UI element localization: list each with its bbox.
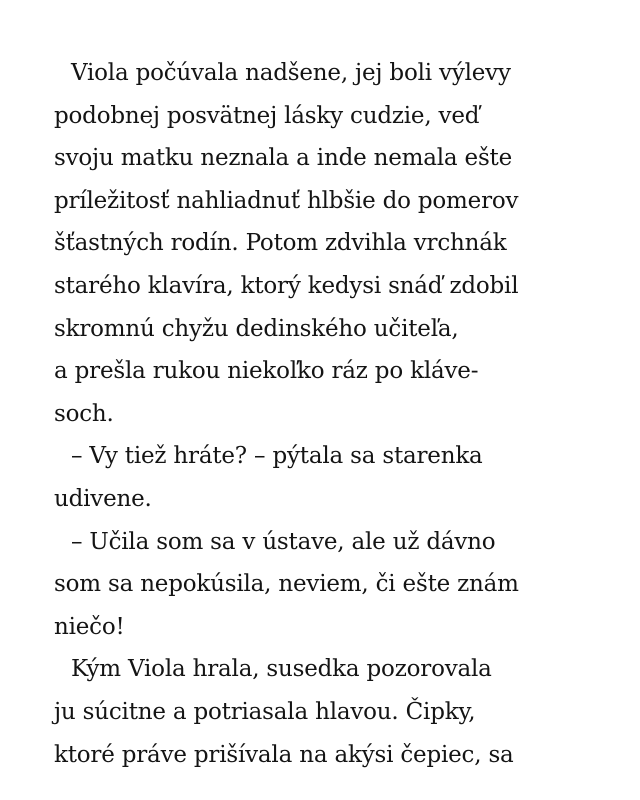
text-line: soch. xyxy=(54,400,114,427)
text-line: starého klavíra, ktorý kedysi snáď zdobil xyxy=(54,272,519,299)
text-line: udivene. xyxy=(54,485,152,512)
text-line: som sa nepokúsila, neviem, či ešte znám xyxy=(54,571,519,598)
text-line: – Učila som sa v ústave, ale už dávno xyxy=(71,528,496,555)
text-line: príležitosť nahliadnuť hlbšie do pomerov xyxy=(54,187,519,214)
text-line: ktoré práve prišívala na akýsi čepiec, sa xyxy=(54,741,514,768)
text-body xyxy=(54,52,594,776)
text-line: šťastných rodín. Potom zdvihla vrchnák xyxy=(54,230,507,257)
text-line: Kým Viola hrala, susedka pozorovala xyxy=(71,656,492,683)
text-line: niečo! xyxy=(54,613,125,640)
text-line: Viola počúvala nadšene, jej boli výlevy xyxy=(71,60,511,86)
text-line: podobnej posvätnej lásky cudzie, veď xyxy=(54,102,480,129)
text-line: – Vy tiež hráte? – pýtala sa starenka xyxy=(71,443,483,470)
text-line: svoju matku neznala a inde nemala ešte xyxy=(54,145,513,172)
text-line: ju súcitne a potriasala hlavou. Čipky, xyxy=(54,698,476,725)
text-line: a prešla rukou niekoľko ráz po kláve- xyxy=(54,358,479,385)
text-line: skromnú chyžu dedinského učiteľa, xyxy=(54,315,459,342)
